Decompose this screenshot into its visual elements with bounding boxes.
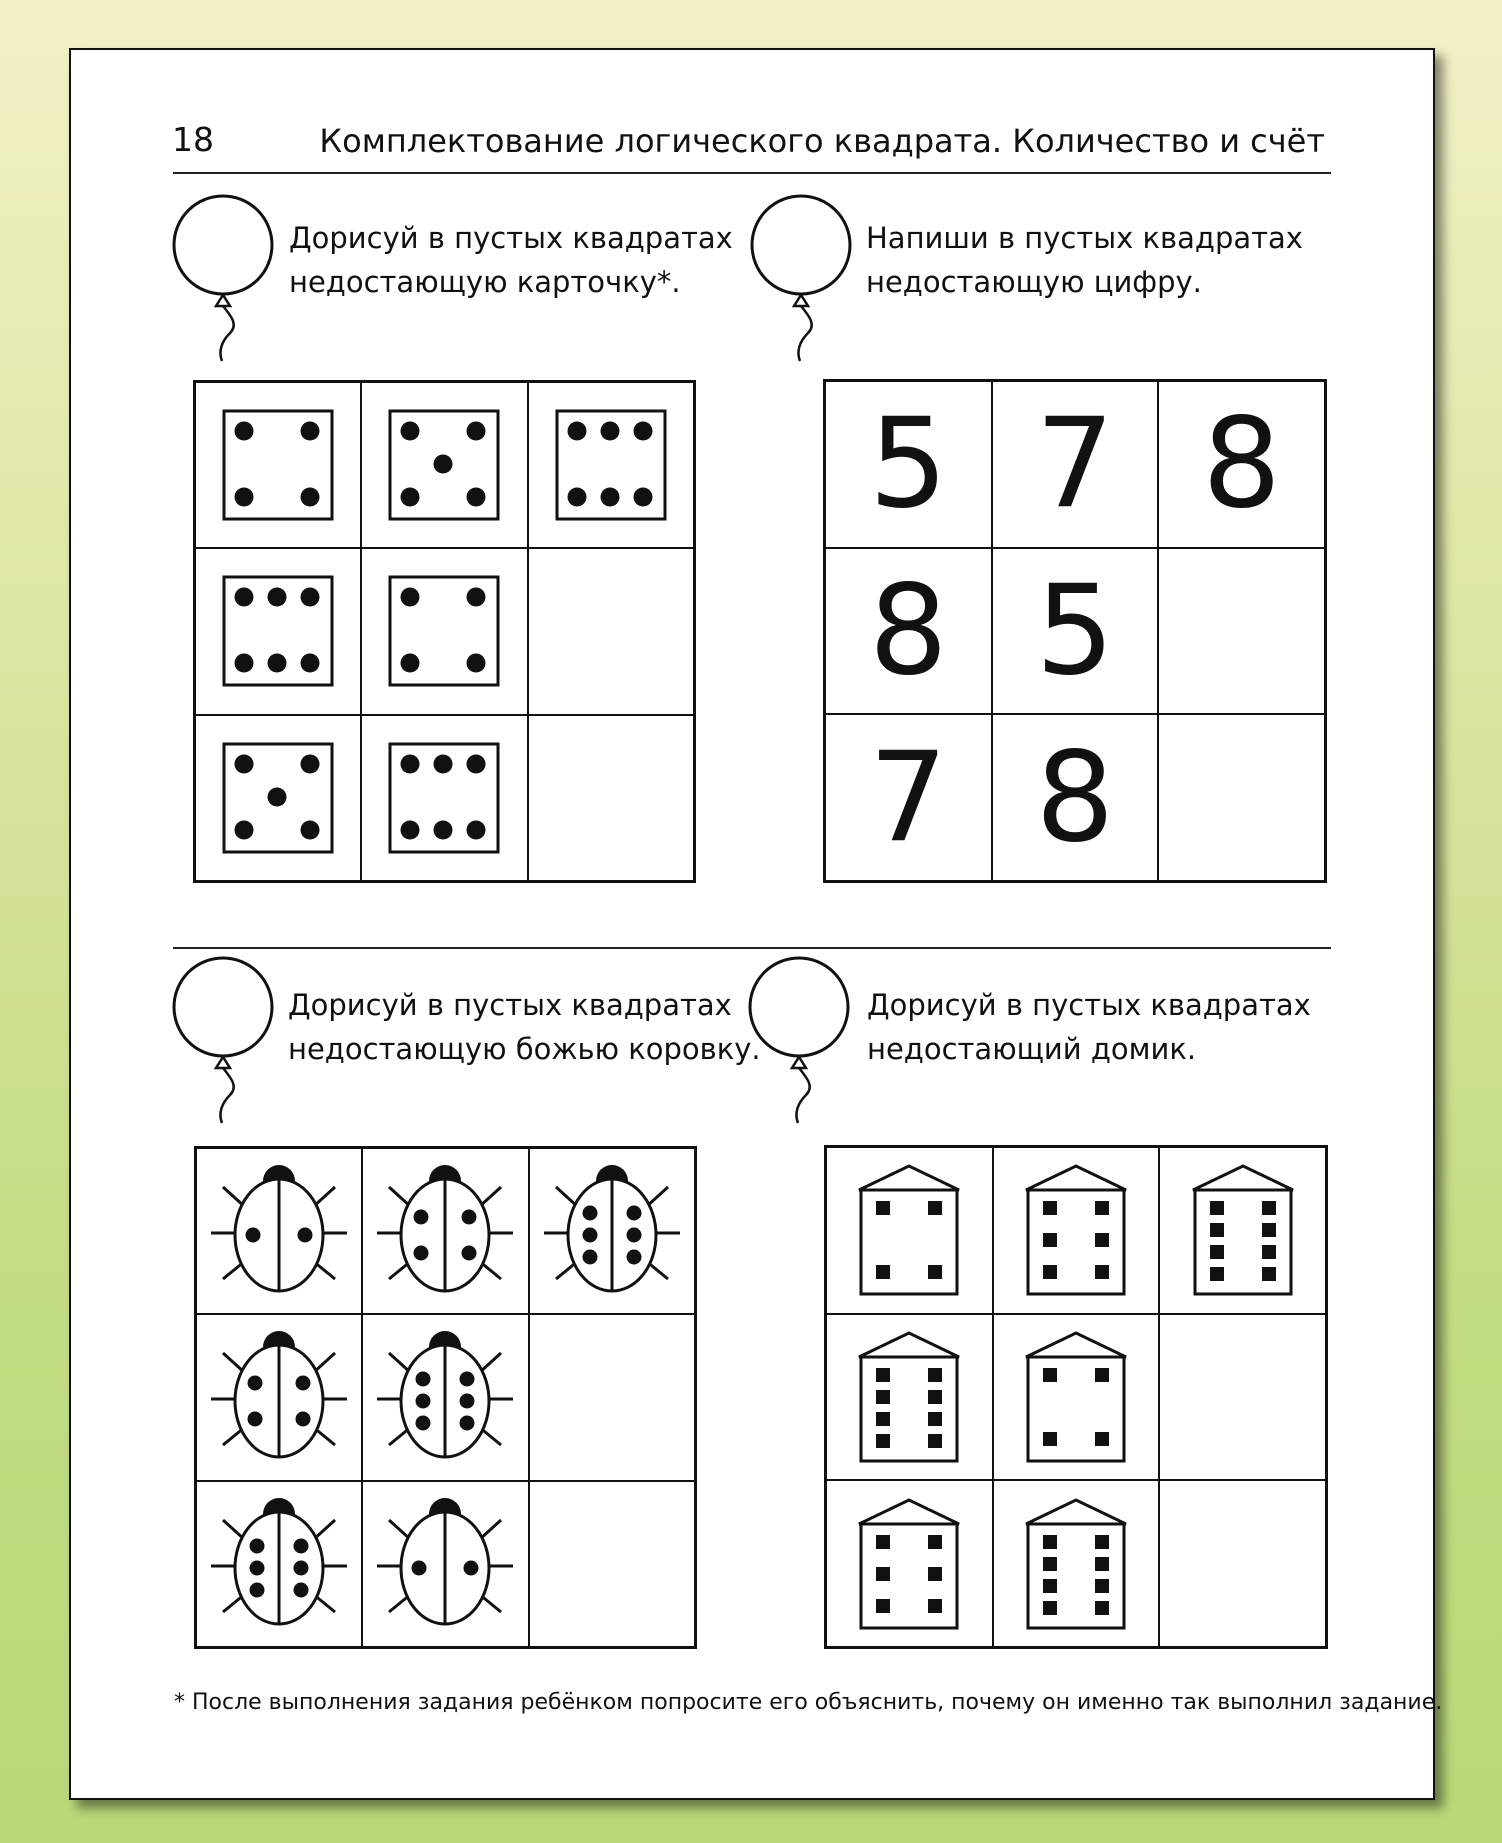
task-4-instruction-line2: недостающий домик. xyxy=(867,1032,1197,1066)
dice-pip xyxy=(401,422,420,441)
house-window xyxy=(1043,1579,1057,1593)
ladybug-spot xyxy=(582,1228,597,1243)
grid-cell xyxy=(361,715,527,881)
dice-card xyxy=(222,409,334,521)
empty-answer-cell[interactable] xyxy=(1158,548,1325,715)
house-window xyxy=(1210,1223,1224,1237)
ladybug-spot xyxy=(294,1560,309,1575)
house-roof xyxy=(1193,1166,1293,1190)
digit-label: 8 xyxy=(1202,392,1282,537)
house-wall xyxy=(1028,1357,1124,1461)
house-window xyxy=(1262,1201,1276,1215)
ladybug-icon xyxy=(209,1494,349,1634)
dice-pip xyxy=(268,654,287,673)
task-1-instruction-line1: Дорисуй в пустых квадратах xyxy=(289,221,733,255)
ladybug-icon xyxy=(209,1327,349,1467)
house-window xyxy=(1095,1557,1109,1571)
digit-label: 5 xyxy=(1035,558,1115,703)
house-window xyxy=(1095,1535,1109,1549)
house-window xyxy=(928,1412,942,1426)
dice-pip xyxy=(235,820,254,839)
house-window xyxy=(1262,1245,1276,1259)
task-2-instruction-line1: Напиши в пустых квадратах xyxy=(866,221,1303,255)
grid-cell xyxy=(362,1481,528,1647)
dice-pip xyxy=(301,654,320,673)
ladybug-spot xyxy=(626,1206,641,1221)
task-2-instruction xyxy=(866,216,1303,304)
ladybug-spot xyxy=(294,1538,309,1553)
house-icon xyxy=(1021,1494,1131,1634)
house-window xyxy=(1262,1267,1276,1281)
house-window xyxy=(928,1599,942,1613)
ladybug-spot xyxy=(412,1560,427,1575)
empty-answer-cell[interactable] xyxy=(528,715,694,881)
ladybug-spot xyxy=(416,1416,431,1431)
dice-pip xyxy=(434,455,453,474)
grid-cell xyxy=(825,381,992,548)
balloon-icon xyxy=(750,193,860,363)
dice-card xyxy=(222,742,334,854)
dice-pip xyxy=(235,754,254,773)
ladybug-spot xyxy=(250,1538,265,1553)
house-window xyxy=(876,1567,890,1581)
dice-pip xyxy=(401,754,420,773)
grid-cell xyxy=(992,548,1159,715)
grid-cell xyxy=(826,1314,993,1481)
dice-pip xyxy=(301,820,320,839)
ladybug-icon xyxy=(209,1161,349,1301)
ladybug-spot xyxy=(296,1376,311,1391)
balloon-icon xyxy=(172,193,282,363)
ladybug-spot xyxy=(414,1210,429,1225)
digit-label: 8 xyxy=(868,558,948,703)
ladybug-spot xyxy=(582,1206,597,1221)
house-window xyxy=(1095,1265,1109,1279)
house-window xyxy=(928,1368,942,1382)
house-window xyxy=(1262,1223,1276,1237)
task-4-instruction-line1: Дорисуй в пустых квадратах xyxy=(867,988,1311,1022)
house-icon xyxy=(1021,1327,1131,1467)
digit-label: 7 xyxy=(868,725,948,870)
grid-cell xyxy=(528,382,694,548)
ladybug-spot xyxy=(464,1560,479,1575)
house-wall xyxy=(1195,1190,1291,1294)
house-window xyxy=(1043,1201,1057,1215)
dice-pip xyxy=(467,654,486,673)
grid-cell xyxy=(529,1148,695,1314)
dice-pip xyxy=(633,488,652,507)
dice-pip xyxy=(401,654,420,673)
ladybug-spot xyxy=(246,1228,261,1243)
dice-pip xyxy=(235,588,254,607)
digit-label: 7 xyxy=(1035,392,1115,537)
dice-pip xyxy=(467,754,486,773)
house-icon xyxy=(1021,1160,1131,1300)
section-divider xyxy=(173,947,1331,949)
ladybug-spot xyxy=(626,1250,641,1265)
dice-pip xyxy=(434,754,453,773)
grid-cell xyxy=(195,382,361,548)
dice-pip xyxy=(467,488,486,507)
ladybug-spot xyxy=(460,1416,475,1431)
house-window xyxy=(1043,1368,1057,1382)
ladybug-spot xyxy=(460,1372,475,1387)
house-window xyxy=(928,1265,942,1279)
ladybug-spot xyxy=(462,1246,477,1261)
grid-cell xyxy=(992,381,1159,548)
house-icon xyxy=(854,1327,964,1467)
dice-pip xyxy=(235,488,254,507)
dice-card xyxy=(388,409,500,521)
house-window xyxy=(1210,1245,1224,1259)
dice-pip xyxy=(600,488,619,507)
digit-label: 5 xyxy=(868,392,948,537)
dice-card xyxy=(555,409,667,521)
grid-cell xyxy=(196,1148,362,1314)
digit-grid xyxy=(823,379,1327,883)
dice-pip xyxy=(301,422,320,441)
ladybug-spot xyxy=(460,1394,475,1409)
house-window xyxy=(876,1434,890,1448)
ladybug-spot xyxy=(248,1376,263,1391)
dice-pip xyxy=(401,488,420,507)
footnote: * После выполнения задания ребёнком попросите его объяснить, почему он именно так выполнил задание. xyxy=(174,1690,1443,1715)
empty-answer-cell[interactable] xyxy=(529,1314,695,1480)
house-wall xyxy=(861,1524,957,1628)
grid-cell xyxy=(993,1480,1160,1647)
dice-pip xyxy=(633,422,652,441)
task-4-instruction xyxy=(867,983,1311,1071)
grid-cell xyxy=(993,1314,1160,1481)
house-window xyxy=(876,1265,890,1279)
house-window xyxy=(876,1599,890,1613)
empty-answer-cell[interactable] xyxy=(1159,1314,1326,1481)
dice-pip xyxy=(301,754,320,773)
house-window xyxy=(1095,1233,1109,1247)
ladybug-spot xyxy=(250,1582,265,1597)
dice-pip xyxy=(567,488,586,507)
house-window xyxy=(1095,1368,1109,1382)
grid-cell xyxy=(362,1314,528,1480)
ladybug-spot xyxy=(582,1250,597,1265)
task-1-instruction-line2: недостающую карточку*. xyxy=(289,265,681,299)
empty-answer-cell[interactable] xyxy=(529,1481,695,1647)
ladybug-icon xyxy=(375,1161,515,1301)
house-window xyxy=(1043,1432,1057,1446)
empty-answer-cell[interactable] xyxy=(528,548,694,714)
house-wall xyxy=(1028,1524,1124,1628)
house-window xyxy=(876,1535,890,1549)
ladybug-spot xyxy=(414,1246,429,1261)
house-window xyxy=(928,1201,942,1215)
house-roof xyxy=(1026,1166,1126,1190)
house-window xyxy=(876,1390,890,1404)
dice-pip xyxy=(301,588,320,607)
dice-pip xyxy=(467,820,486,839)
house-window xyxy=(928,1535,942,1549)
ladybug-spot xyxy=(416,1372,431,1387)
ladybug-icon xyxy=(375,1494,515,1634)
grid-cell xyxy=(825,548,992,715)
house-window xyxy=(1095,1579,1109,1593)
house-window xyxy=(1095,1601,1109,1615)
grid-cell xyxy=(361,382,527,548)
grid-cell xyxy=(362,1148,528,1314)
balloon-icon xyxy=(172,955,282,1125)
digit-label: 8 xyxy=(1035,725,1115,870)
grid-cell xyxy=(1158,381,1325,548)
house-window xyxy=(1043,1535,1057,1549)
house-wall xyxy=(861,1190,957,1294)
grid-cell xyxy=(992,714,1159,881)
dice-pip xyxy=(401,588,420,607)
dice-card xyxy=(388,575,500,687)
empty-answer-cell[interactable] xyxy=(1159,1480,1326,1647)
house-roof xyxy=(859,1166,959,1190)
grid-cell xyxy=(826,1147,993,1314)
ladybug-spot xyxy=(416,1394,431,1409)
grid-cell xyxy=(196,1481,362,1647)
house-window xyxy=(1095,1432,1109,1446)
dice-pip xyxy=(235,422,254,441)
grid-cell xyxy=(826,1480,993,1647)
empty-answer-cell[interactable] xyxy=(1158,714,1325,881)
balloon-icon xyxy=(748,955,858,1125)
dice-pip xyxy=(301,488,320,507)
house-window xyxy=(928,1434,942,1448)
task-2-instruction-line2: недостающую цифру. xyxy=(866,265,1202,299)
ladybug-spot xyxy=(298,1228,313,1243)
house-icon xyxy=(854,1494,964,1634)
worksheet-page xyxy=(69,48,1443,1800)
house-roof xyxy=(1026,1500,1126,1524)
ladybug-spot xyxy=(294,1582,309,1597)
ladybug-icon xyxy=(542,1161,682,1301)
house-roof xyxy=(859,1500,959,1524)
house-window xyxy=(1210,1267,1224,1281)
dice-grid xyxy=(193,380,696,883)
dice-pip xyxy=(600,422,619,441)
ladybug-grid xyxy=(194,1146,697,1649)
grid-cell xyxy=(195,715,361,881)
house-window xyxy=(1043,1265,1057,1279)
task-1-instruction xyxy=(289,216,733,304)
dice-card xyxy=(388,742,500,854)
ladybug-icon xyxy=(375,1327,515,1467)
grid-cell xyxy=(195,548,361,714)
dice-pip xyxy=(401,820,420,839)
grid-cell xyxy=(993,1147,1160,1314)
header-divider xyxy=(173,172,1331,174)
dice-pip xyxy=(467,588,486,607)
page-number: 18 xyxy=(172,120,214,159)
task-3-instruction xyxy=(288,983,761,1071)
house-window xyxy=(928,1567,942,1581)
house-window xyxy=(876,1412,890,1426)
ladybug-spot xyxy=(462,1210,477,1225)
house-roof xyxy=(1026,1333,1126,1357)
house-wall xyxy=(861,1357,957,1461)
dice-pip xyxy=(467,422,486,441)
house-roof xyxy=(859,1333,959,1357)
house-window xyxy=(876,1368,890,1382)
dice-pip xyxy=(567,422,586,441)
house-icon xyxy=(854,1160,964,1300)
ladybug-spot xyxy=(250,1560,265,1575)
task-3-instruction-line1: Дорисуй в пустых квадратах xyxy=(288,988,732,1022)
house-window xyxy=(928,1390,942,1404)
ladybug-spot xyxy=(248,1412,263,1427)
house-window xyxy=(1043,1601,1057,1615)
dice-pip xyxy=(268,588,287,607)
dice-card xyxy=(222,575,334,687)
grid-cell xyxy=(196,1314,362,1480)
page-title: Комплектование логического квадрата. Количество и счёт xyxy=(319,122,1325,160)
grid-cell xyxy=(1159,1147,1326,1314)
grid-cell xyxy=(361,548,527,714)
grid-cell xyxy=(825,714,992,881)
house-window xyxy=(876,1201,890,1215)
house-grid xyxy=(824,1145,1328,1649)
task-3-instruction-line2: недостающую божью коровку. xyxy=(288,1032,761,1066)
house-window xyxy=(1210,1201,1224,1215)
house-wall xyxy=(1028,1190,1124,1294)
ladybug-spot xyxy=(296,1412,311,1427)
house-window xyxy=(1095,1201,1109,1215)
house-icon xyxy=(1188,1160,1298,1300)
house-window xyxy=(1043,1233,1057,1247)
house-window xyxy=(1043,1557,1057,1571)
dice-pip xyxy=(268,787,287,806)
dice-pip xyxy=(235,654,254,673)
dice-pip xyxy=(434,820,453,839)
ladybug-spot xyxy=(626,1228,641,1243)
